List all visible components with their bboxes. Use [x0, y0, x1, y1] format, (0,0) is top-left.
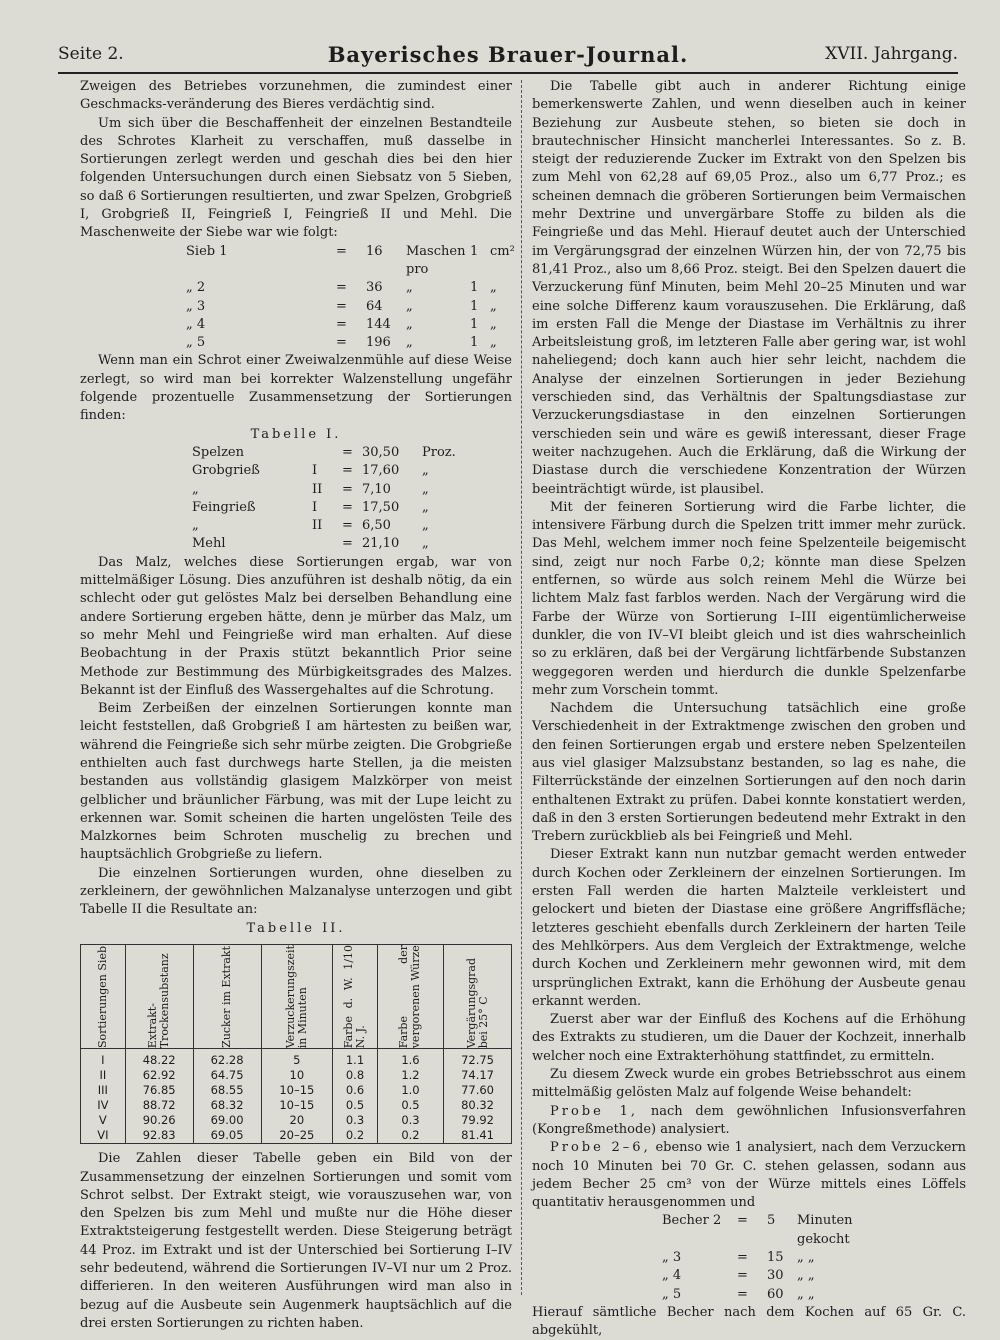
table-row: [81, 1068, 512, 1083]
table-cell: 10–15: [261, 1098, 333, 1113]
right-column: [532, 78, 966, 1340]
table-cell: 10–15: [261, 1083, 333, 1098]
table-1-row-cell: „: [192, 481, 199, 497]
table-cell: 68.55: [193, 1083, 261, 1098]
paragraph: Hierauf sämtliche Becher nach dem Kochen auf 65 Gr. C. abgekühlt,: [532, 1304, 966, 1339]
sieve-row: [80, 279, 512, 297]
table-2-header-label: Vergärungsgrad bei 25° C: [464, 957, 490, 1049]
table-1-row-cell: „: [422, 499, 429, 515]
table-cell: 5: [261, 1049, 333, 1069]
table-1-row-cell: =: [342, 518, 353, 534]
table-1-row-cell: =: [342, 536, 353, 552]
table-1-row: [80, 444, 512, 462]
table-1-row-cell: 17,60: [362, 463, 400, 479]
sieve-row-cell: „: [490, 335, 497, 351]
probe-text: ebenso wie 1 analysiert, nach dem Verzuckern noch 10 Minuten bei 70 Gr. C. stehen gelassen, sodann aus jedem Becher 25 cm³ von der Würze mittels eines Löffels quantitativ herausgenommen und: [532, 1140, 966, 1211]
table-cell: 0.5: [333, 1098, 378, 1113]
becher-row-cell: „ 3: [662, 1250, 682, 1265]
paragraph: Das Malz, welches diese Sortierungen ergab, war von mittelmäßiger Lösung. Dies anzuführen ist deshalb nötig, da ein schlecht oder gut gelöstes Malz bei derselben Behandlung eine andere Sortierung ergeben hätte, denn je mürber das Malz, um so mehr Mehl und Feingrieße wird man erhalten. Auf diese Beobachtung in der Praxis stützt bekanntlich Prior seine Methode zur Bestimmung des Mürbigkeitsgrades des Malzes. Bekannt ist der Einfluß des Wassergehaltes auf die Schrotung.: [80, 554, 512, 698]
sieve-row-cell: =: [336, 298, 347, 314]
table-1-row-cell: =: [342, 481, 353, 497]
table-cell: 48.22: [125, 1049, 193, 1069]
table-cell: 72.75: [444, 1049, 512, 1069]
sieve-row: [80, 316, 512, 334]
table-1-row-cell: Feingrieß: [192, 499, 256, 515]
table-cell: III: [81, 1083, 126, 1098]
table-2-header-label: Farbe d. W. 1/10 N. J.: [342, 944, 367, 1049]
table-cell: 80.32: [444, 1098, 512, 1113]
table-1-row-cell: =: [342, 499, 353, 515]
becher-row: [532, 1212, 966, 1249]
paragraph: [532, 1139, 966, 1212]
table-cell: 1.1: [333, 1049, 378, 1069]
header-rule: [58, 72, 958, 74]
becher-row-cell: „ 4: [662, 1268, 682, 1284]
table-1-row-cell: Spelzen: [192, 444, 244, 460]
table-cell: 0.3: [333, 1113, 378, 1128]
table-cell: 0.2: [377, 1128, 443, 1144]
table-cell: I: [81, 1049, 126, 1069]
becher-row-cell: =: [737, 1213, 748, 1229]
table-1-row: [80, 535, 512, 553]
table-1-row-cell: „: [422, 518, 429, 534]
sieve-row-cell: „ 2: [186, 280, 206, 296]
probe-label: Probe 2–6,: [550, 1140, 651, 1156]
table-1-row-cell: 7,10: [362, 481, 391, 497]
table-cell: 74.17: [444, 1068, 512, 1083]
table-2-header: [125, 944, 193, 1048]
becher-row-cell: =: [737, 1286, 748, 1302]
sieve-row-cell: „: [490, 298, 497, 314]
paragraph: Um sich über die Beschaffenheit der einzelnen Bestandteile des Schrotes Klarheit zu verschaffen, muß dasselbe in Sortierungen zerlegt werden und geschah dies bei den hier folgenden Untersuchungen durch einen Siebsatz von 5 Sieben, so daß 6 Sortierungen resultierten, und zwar Spelzen, Grobgrieß I, Grobgrieß II, Feingrieß I, Feingrieß II und Mehl. Die Maschenweite der Siebe war wie folgt:: [80, 115, 512, 241]
table-row: [81, 1128, 512, 1144]
table-cell: 69.05: [193, 1128, 261, 1144]
table-cell: 0.2: [333, 1128, 378, 1144]
table-cell: 81.41: [444, 1128, 512, 1144]
sieve-row-cell: 36: [366, 280, 383, 296]
table-cell: 1.6: [377, 1049, 443, 1069]
left-column: [80, 78, 515, 1333]
table-cell: 10: [261, 1068, 333, 1083]
table-1-row-cell: Proz.: [422, 444, 456, 460]
sieve-row-cell: „: [490, 280, 497, 296]
paragraph: Zuerst aber war der Einfluß des Kochens auf die Erhöhung des Extrakts zu studieren, um die Dauer der Kochzeit, innerhalb welcher noch eine Extrakterhöhung stattfindet, zu ermitteln.: [532, 1012, 966, 1064]
sieve-row-cell: 64: [366, 298, 383, 314]
sieve-row: [80, 298, 512, 316]
table-1-row-cell: „: [422, 481, 429, 497]
page-header: [58, 38, 958, 72]
table-1-title: Tabelle I.: [250, 426, 342, 442]
becher-list: [532, 1212, 966, 1303]
table-cell: IV: [81, 1098, 126, 1113]
paragraph: Nachdem die Untersuchung tatsächlich eine große Verschiedenheit in der Extraktmenge zwischen den groben und den feinen Sortierungen ergab und erstere neben Spelzenteilen aus viel glasiger Malzsubstanz bestanden, so lag es nahe, die Filterrückstände der einzelnen Sortierungen auf den noch darin enthaltenen Extrakt zu prüfen. Dabei konnte konstatiert werden, daß in den 3 ersten Sortierungen bedeutend mehr Extrakt in den Trebern zurückblieb als bei Feingrieß und Mehl.: [532, 701, 966, 845]
table-1-row-cell: I: [312, 463, 318, 479]
sieve-row-cell: „ 3: [186, 298, 206, 314]
page-number: Seite 2.: [58, 44, 124, 64]
table-1-row-cell: II: [312, 481, 323, 497]
becher-row: [532, 1249, 966, 1267]
paragraph: Zweigen des Betriebes vorzunehmen, die zumindest einer Geschmacks-veränderung des Bieres verdächtig sind.: [80, 79, 512, 113]
sieve-row-cell: Maschen pro: [406, 243, 466, 277]
becher-row-cell: Minuten gekocht: [797, 1213, 853, 1247]
table-2-header: [81, 944, 126, 1048]
sieve-row-cell: „: [406, 280, 413, 296]
table-2-header: [377, 944, 443, 1048]
paragraph: [532, 1103, 966, 1140]
becher-row-cell: =: [737, 1250, 748, 1265]
table-1-row-cell: Mehl: [192, 536, 226, 552]
table-cell: V: [81, 1113, 126, 1128]
sieve-row-cell: 1: [470, 243, 479, 259]
sieve-list: [80, 243, 515, 353]
table-cell: 88.72: [125, 1098, 193, 1113]
table-cell: 64.75: [193, 1068, 261, 1083]
table-1-row: [80, 499, 512, 517]
table-cell: 62.28: [193, 1049, 261, 1069]
table-cell: 0.6: [333, 1083, 378, 1098]
paragraph: Beim Zerbeißen der einzelnen Sortierungen konnte man leicht feststellen, daß Grobgrieß I am härtesten zu beißen war, während die Feingrieße sich sehr mürbe zeigten. Die Grobgrieße enthielten auch fast durchwegs harte Stellen, ja die meisten bestanden aus vollständig glasigem Malzkörper von meist gelblicher und bräunlicher Färbung, was mit der Lupe leicht zu erkennen war. Somit scheinen die harten ungelösten Teile des Malzkornes beim Schroten muschelig zu brechen und hauptsächlich Grobgrieße zu liefern.: [80, 701, 512, 863]
table-cell: 68.32: [193, 1098, 261, 1113]
becher-row-cell: =: [737, 1268, 748, 1284]
paragraph: Die Zahlen dieser Tabelle geben ein Bild von der Zusammensetzung der einzelnen Sortierungen und somit vom Schrot selbst. Der Extrakt steigt, wie vorauszusehen war, von den Spelzen bis zum Mehl und mußte nur die Höhe dieser Extraktsteigerung festgestellt werden. Diese Steigerung beträgt 44 Proz. im Extrakt und ist der Unterschied bei Sortierung I–IV sehr bedeutend, während die Sortierungen IV–VI nur um 2 Proz. differieren. In den weiteren Ausführungen wird man also in bezug auf die Ausbeute sein Augenmerk hauptsächlich auf die drei ersten Sortierungen zu richten haben.: [80, 1151, 512, 1331]
table-cell: 77.60: [444, 1083, 512, 1098]
paragraph: Die Tabelle gibt auch in anderer Richtung einige bemerkenswerte Zahlen, und wenn dieselben auch in keiner Beziehung zur Ausbeute stehen, so bieten sie doch in brautechnischer Hinsicht mancherlei Interessantes. So z. B. steigt der reduzierende Zucker im Extrakt von den Spelzen bis zum Mehl von 62,28 auf 69,05 Proz., also um 6,77 Proz.; es scheinen demnach die gröberen Sortierungen beim Vermaischen mehr Dextrine und unvergärbare Stoffe zu bilden als die Feingrieße und das Mehl. Hierauf deutet auch der Unterschied im Vergärungsgrad der einzelnen Würzen hin, der von 72,75 bis 81,41 Proz., also um 8,66 Proz. steigt. Bei den Spelzen dauert die Verzuckerung fünf Minuten, beim Mehl 20–25 Minuten und war eine solche Differenz kaum vorauszusehen. Die Erklärung, daß im ersten Fall die Menge der Diastase im Verhältnis zu ihrer Arbeitsleistung groß, im letzteren Falle aber gering war, ist wohl naheliegend; doch kann auch hier sehr leicht, nachdem die Analyse der einzelnen Sortierungen in jeder Beziehung verschieden sind, das Verhältnis der Spaltungsdiastase zur Verzuckerungsdiastase in den einzelnen Sortierungen verschieden sein und wäre es gewiß interessant, dieser Frage weiter nachzugehen. Auch die Erklärung, daß die Wirkung der Diastase durch die verschiedene Konzentration der Würzen beeinträchtigt würde, ist plausibel.: [532, 79, 966, 497]
table-cell: 62.92: [125, 1068, 193, 1083]
sieve-row-cell: 1: [470, 335, 479, 351]
table-1: [80, 444, 512, 554]
table-2-header-label: Extrakt-Trockensubstanz: [146, 953, 172, 1049]
sieve-row-cell: =: [336, 243, 347, 259]
table-1-row: [80, 517, 512, 535]
paragraph: Dieser Extrakt kann nun nutzbar gemacht werden entweder durch Kochen oder Zerkleinern der einzelnen Sortierungen. Im ersten Fall werden die harten Malzteile verkleistert und gelockert und bieten der Diastase eine größere Angriffsfläche; letzteres geschieht ebenfalls durch Zerkleinern der harten Teile des Mehlkörpers. Aus dem Vergleich der Extraktmenge, welche durch Kochen und Zerkleinern mehr gewonnen wird, mit dem ursprünglichen Extrakt, kann die Erhöhung der Ausbeute genau erkannt werden.: [532, 847, 966, 1009]
table-2-header: [333, 944, 378, 1048]
table-1-row-cell: 21,10: [362, 536, 400, 552]
sieve-row-cell: =: [336, 280, 347, 296]
probe-text: nach dem gewöhnlichen Infusionsverfahren (Kongreßmethode) analysiert.: [532, 1103, 966, 1137]
becher-row: [532, 1267, 966, 1285]
table-1-row: [80, 481, 512, 499]
table-2-header: [444, 944, 512, 1048]
table-cell: 0.8: [333, 1068, 378, 1083]
table-row: [81, 1049, 512, 1069]
table-1-row-cell: II: [312, 518, 323, 534]
becher-row-cell: „ „: [797, 1286, 815, 1302]
table-1-row-cell: 6,50: [362, 518, 391, 534]
table-1-row: [80, 462, 512, 480]
table-2-title: Tabelle II.: [246, 920, 346, 936]
sieve-row-cell: 1: [470, 298, 479, 314]
table-cell: VI: [81, 1128, 126, 1144]
table-2-header-label: Zucker im Extrakt: [220, 945, 234, 1048]
becher-row-cell: „ „: [797, 1268, 815, 1284]
becher-row: [532, 1286, 966, 1304]
table-1-row-cell: =: [342, 463, 353, 479]
sieve-row-cell: 144: [366, 316, 391, 332]
table-cell: 90.26: [125, 1113, 193, 1128]
sieve-row: [80, 334, 512, 352]
sieve-row: [80, 243, 515, 280]
table-2-header: [193, 944, 261, 1048]
sieve-row-cell: „: [406, 316, 413, 332]
sieve-row-cell: 196: [366, 335, 391, 351]
table-2-header-label: Farbe der vergorenen Würze: [397, 944, 423, 1049]
becher-row-cell: Becher 2: [662, 1213, 722, 1229]
table-1-row-cell: Grobgrieß: [192, 463, 260, 479]
sieve-row-cell: „: [406, 335, 413, 351]
paragraph: Die einzelnen Sortierungen wurden, ohne dieselben zu zerkleinern, der gewöhnlichen Malzanalyse unterzogen und gibt Tabelle II die Resultate an:: [80, 865, 512, 918]
table-2: [80, 944, 512, 1144]
paragraph: Wenn man ein Schrot einer Zweiwalzenmühle auf diese Weise zerlegt, so wird man bei korrekter Walzenstellung ungefähr folgende prozentuelle Zusammensetzung der Sortierungen finden:: [80, 353, 512, 424]
table-1-row-cell: „: [192, 518, 199, 534]
sieve-row-cell: cm²: [490, 243, 515, 259]
table-row: [81, 1098, 512, 1113]
table-cell: 0.3: [377, 1113, 443, 1128]
table-1-row-cell: „: [422, 463, 429, 479]
paragraph: Mit der feineren Sortierung wird die Farbe lichter, die intensivere Färbung durch die Spelzen tritt immer mehr zurück. Das Mehl, welchem immer noch feine Spelzenteile beigemischt sind, zeigt nur noch Farbe 0,2; könnte man diese Spelzen entfernen, so würde aus solch reinem Mehl die Würze bei lichtem Malz fast farblos werden. Nach der Vergärung wird die Farbe der Würze von Sortierung I–III eigentümlicherweise dunkler, die von IV–VI bleibt gleich und ist dies wahrscheinlich so zu erklären, daß bei der Vergärung lichtfärbende Substanzen weggegoren werden und hierdurch die dunkle Spelzenfarbe mehr zum Vorschein tommt.: [532, 499, 966, 698]
becher-row-cell: 5: [767, 1213, 776, 1229]
table-cell: 1.0: [377, 1083, 443, 1098]
sieve-row-cell: Sieb 1: [186, 243, 228, 259]
table-cell: 76.85: [125, 1083, 193, 1098]
volume-year: XVII. Jahrgang.: [825, 44, 958, 64]
sieve-row-cell: =: [336, 335, 347, 351]
table-cell: 20–25: [261, 1128, 333, 1144]
becher-row-cell: 30: [767, 1268, 784, 1284]
sieve-row-cell: 16: [366, 243, 383, 259]
paragraph: Zu diesem Zweck wurde ein grobes Betriebsschrot aus einem mittelmäßig gelösten Malz auf folgende Weise behandelt:: [532, 1067, 966, 1101]
sieve-row-cell: „: [490, 316, 497, 332]
sieve-row-cell: „ 5: [186, 335, 206, 351]
sieve-row-cell: 1: [470, 280, 479, 296]
table-2-header-label: Sortierungen Sieb: [95, 945, 109, 1048]
sieve-row-cell: „ 4: [186, 316, 206, 332]
table-1-row-cell: =: [342, 444, 353, 460]
table-2-header-label: Verzuckerungszeit in Minuten: [283, 944, 309, 1049]
becher-row-cell: 60: [767, 1286, 784, 1302]
table-1-row-cell: 17,50: [362, 499, 400, 515]
sieve-row-cell: „: [406, 298, 413, 314]
becher-row-cell: „ „: [797, 1250, 815, 1265]
probe-label: Probe 1,: [550, 1103, 639, 1119]
table-cell: 79.92: [444, 1113, 512, 1128]
journal-title: Bayerisches Brauer-Journal.: [327, 42, 689, 67]
table-1-row-cell: [312, 444, 342, 462]
table-1-row-cell: 30,50: [362, 444, 400, 460]
table-cell: 0.5: [377, 1098, 443, 1113]
table-1-row-cell: I: [312, 499, 318, 515]
table-cell: 69.00: [193, 1113, 261, 1128]
table-1-row-cell: „: [422, 536, 429, 552]
table-row: [81, 1113, 512, 1128]
table-2-header: [261, 944, 333, 1048]
becher-row-cell: „ 5: [662, 1286, 682, 1302]
sieve-row-cell: =: [336, 316, 347, 332]
table-1-row-cell: [312, 535, 342, 553]
becher-row-cell: 15: [767, 1250, 784, 1265]
table-cell: 1.2: [377, 1068, 443, 1083]
table-cell: 92.83: [125, 1128, 193, 1144]
table-cell: II: [81, 1068, 126, 1083]
table-row: [81, 1083, 512, 1098]
table-cell: 20: [261, 1113, 333, 1128]
sieve-row-cell: 1: [470, 316, 479, 332]
